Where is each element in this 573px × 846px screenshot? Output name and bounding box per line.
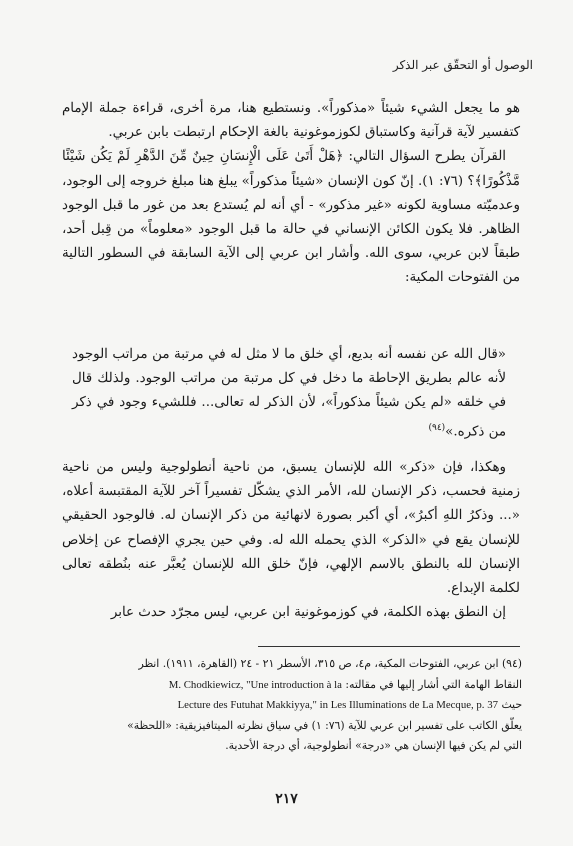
footnote-separator (258, 646, 520, 647)
footnote-line-1 (62, 654, 522, 675)
footnote-line-4: يعلّق الكاتب على تفسير ابن عربي للآية (٧٦: ١) في سياق نظرته الميتافيزيقية: «اللحظة» (127, 718, 522, 732)
footnote-text-3-ar: حيث (501, 698, 522, 711)
paragraph-4: إن النطق بهذه الكلمة، في كوزموغونية ابن عربي، ليس مجرّد حدث عابر (110, 605, 506, 621)
footnote-text-2-en: M. Chodkiewicz, "Une introduction à la (168, 678, 342, 691)
block-quote (72, 343, 506, 444)
footnote-number: (٩٤) (501, 657, 522, 670)
quote-text: «قال الله عن نفسه أنه بديع، أي خلق ما لا مثل له في مرتبة من مراتب الوجود لأنه عالم بطريق الإحاطة ما دخل في كل مرتبة من مراتب الوجود. ولذلك قال في خلقه «لم يكن شيئاً مذكوراً»، لأن الذكر له تعالى... فللشيء وجود في ذكر من ذكره.» (72, 347, 506, 440)
footnote-line-5: التي لم يكن فيها الإنسان هي «درجة» أنطولوجية، أي درجة الأحدية. (225, 739, 522, 752)
paragraph-3: وهكذا، فإن «ذكر» الله للإنسان يسبق، من ناحية أنطولوجية وليس من ناحية زمنية فحسب، ذكر الإنسان لله، الأمر الذي يشكّل تفسيراً آخر للآية المقتبسة أعلاه، «... وذكرُ اللهِ أكبرُ»، أي أكبر بصورة لانهائية من ذكر الإنسان له. فالوجود الحقيقي للإنسان يقع في «الذكر» الذي يحمله الله له. وفي حين يجري الإفصاح عن إخلاص الإنسان لله بالنطق بالاسم الإلهي، فإنّ خلق الله للإنسان يُعبَّر عنه بنُطقه تعالى لكلمة الإبداع. (62, 460, 520, 597)
footnote-line-2 (62, 675, 522, 696)
paragraph-2: القرآن يطرح السؤال التالي: ﴿هَلْ أَتَىٰ عَلَى الْإِنسَانِ حِينٌ مِّنَ الدَّهْرِ لَمْ يَكُن شَيْئًا مَّذْكُورًا﴾؟ (٧٦: ١). إنّ كون الإنسان «شيئاً مذكوراً» يبلغ هنا مبلغ خروجه إلى الوجود، وعدميّته مساوية لكونه «غير مذكور» - أي أنه لم يُستدع بعد من غور ما قبل الوجود الظاهر. فلا يكون الكائن الإنساني في حالة ما قبل الوجود «معلوماً» من قِبل أحد، طبقاً لابن عربي، سوى الله. وأشار ابن عربي إلى الآية السابقة في السطور التالية من الفتوحات المكية: (62, 149, 520, 286)
footnote-ref: (٩٤) (428, 422, 446, 433)
footnote-text-3-en: Lecture des Futuhat Makkiyya," in Les Illuminations de La Mecque, p. 37 (177, 699, 499, 711)
footnote-text-2-ar: النقاط الهامة التي أشار إليها في مقالته: (345, 677, 522, 691)
main-text-bottom (62, 456, 520, 625)
paragraph-1: هو ما يجعل الشيء شيئاً «مذكوراً». ونستطيع هنا، مرة أخرى، قراءة جملة الإمام كتفسير لآية قرآنية وكاستباق لكوزموغونية بالغة الإحكام ارتبطت بابن عربي. (62, 101, 520, 141)
footnote-text-1: ابن عربي، الفتوحات المكية، م٤، ص ٣١٥، الأسطر ٢١ - ٢٤ (القاهرة، ١٩١١). انظر (138, 657, 499, 670)
main-text-top (62, 97, 520, 291)
footnotes (62, 654, 522, 757)
footnote-line-3 (62, 695, 522, 716)
page-number: ٢١٧ (275, 791, 298, 807)
running-head: الوصول أو التحقّق عبر الذكر (392, 58, 533, 72)
